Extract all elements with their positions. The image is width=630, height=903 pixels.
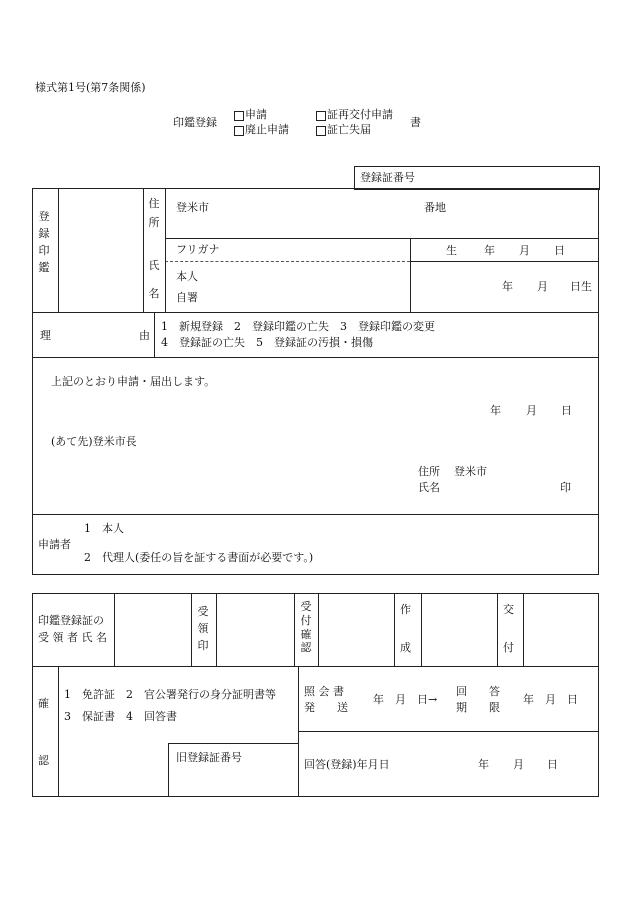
option-apply-label: 申請: [245, 108, 267, 121]
id-docs-line-1[interactable]: 1 免許証 2 官公署発行の身分証明書等: [64, 688, 276, 701]
applicant-name-label: 氏名: [418, 481, 440, 494]
receiver-label-2: 受 領 者 氏 名: [38, 631, 107, 644]
answer-day-label: 日: [547, 758, 558, 771]
checkbox-abolish[interactable]: [234, 126, 244, 136]
reason-label-2: 由: [139, 329, 150, 342]
declaration-month-label: 月: [526, 404, 537, 417]
applicant-option-agent[interactable]: 2 代理人(委任の旨を証する書面が必要です。): [84, 551, 314, 564]
answer-year-label: 年: [478, 758, 489, 771]
form-number: 様式第1号(第7条関係): [35, 81, 146, 94]
birth-month-label: 月: [519, 244, 530, 257]
confirm-label-1: 確: [38, 697, 49, 710]
applicant-label: 申請者: [38, 538, 71, 551]
reception-check-label: 受付確認: [300, 600, 312, 655]
delivery-label-1: 交: [503, 603, 514, 616]
birthdate-year-label: 年: [502, 280, 513, 293]
birth-label: 生: [446, 244, 457, 257]
inquiry-label-2: 発 送: [304, 701, 348, 714]
inquiry-date: 年 月 日→: [373, 693, 438, 706]
signature-label-handwritten: 自署: [176, 291, 198, 304]
reason-line-1[interactable]: 1 新規登録 2 登録印鑑の亡失 3 登録印鑑の変更: [161, 320, 435, 333]
deadline-label-2: 期 限: [456, 701, 500, 714]
receipt-seal-label: 受領印: [197, 605, 209, 653]
declaration-day-label: 日: [561, 404, 572, 417]
furigana-label: フリガナ: [176, 243, 220, 256]
reason-label-1: 理: [40, 329, 51, 342]
id-docs-line-2[interactable]: 3 保証書 4 回答書: [64, 710, 177, 723]
checkbox-lost[interactable]: [316, 126, 326, 136]
address-city: 登米市: [176, 201, 209, 214]
answer-date-label: 回答(登録)年月日: [304, 758, 390, 771]
old-certificate-number-label: 旧登録証番号: [176, 751, 242, 764]
form-title: 印鑑登録: [173, 116, 217, 129]
creation-label-1: 作: [400, 603, 411, 616]
delivery-label-2: 付: [503, 641, 514, 654]
option-lost-label: 証亡失届: [327, 123, 371, 136]
address-lot: 番地: [424, 201, 446, 214]
addressee: (あて先)登米市長: [51, 435, 137, 448]
applicant-address-city: 登米市: [454, 465, 487, 478]
confirm-label-2: 認: [38, 754, 49, 767]
birthdate-day-label: 日生: [570, 280, 592, 293]
reason-line-2[interactable]: 4 登録証の亡失 5 登録証の汚損・損傷: [161, 336, 373, 349]
inquiry-label-1: 照 会 書: [304, 685, 344, 698]
address-label: 住所: [148, 197, 160, 229]
checkbox-apply[interactable]: [234, 111, 244, 121]
applicant-option-self[interactable]: 1 本人: [84, 522, 124, 535]
name-label: 氏名: [148, 259, 160, 301]
seal-mark: 印: [560, 481, 571, 494]
declaration-statement: 上記のとおり申請・届出します。: [51, 375, 216, 388]
signature-label-self: 本人: [176, 270, 198, 283]
applicant-address-label: 住所: [418, 465, 440, 478]
certificate-number-label: 登録証番号: [360, 171, 415, 184]
birth-year-label: 年: [484, 244, 495, 257]
checkbox-reissue[interactable]: [316, 111, 326, 121]
birth-day-label: 日: [554, 244, 565, 257]
declaration-year-label: 年: [490, 404, 501, 417]
registered-seal-label: 登録印鑑: [38, 210, 50, 275]
option-abolish-label: 廃止申請: [245, 123, 289, 136]
deadline-label-1: 回 答: [456, 685, 500, 698]
registered-seal-area[interactable]: [60, 190, 142, 310]
option-reissue-label: 証再交付申請: [327, 108, 393, 121]
receiver-label-1: 印鑑登録証の: [38, 614, 104, 627]
creation-label-2: 成: [400, 641, 411, 654]
answer-month-label: 月: [513, 758, 524, 771]
form-title-suffix: 書: [410, 116, 421, 129]
birthdate-month-label: 月: [537, 280, 548, 293]
deadline-date: 年 月 日: [523, 693, 578, 706]
